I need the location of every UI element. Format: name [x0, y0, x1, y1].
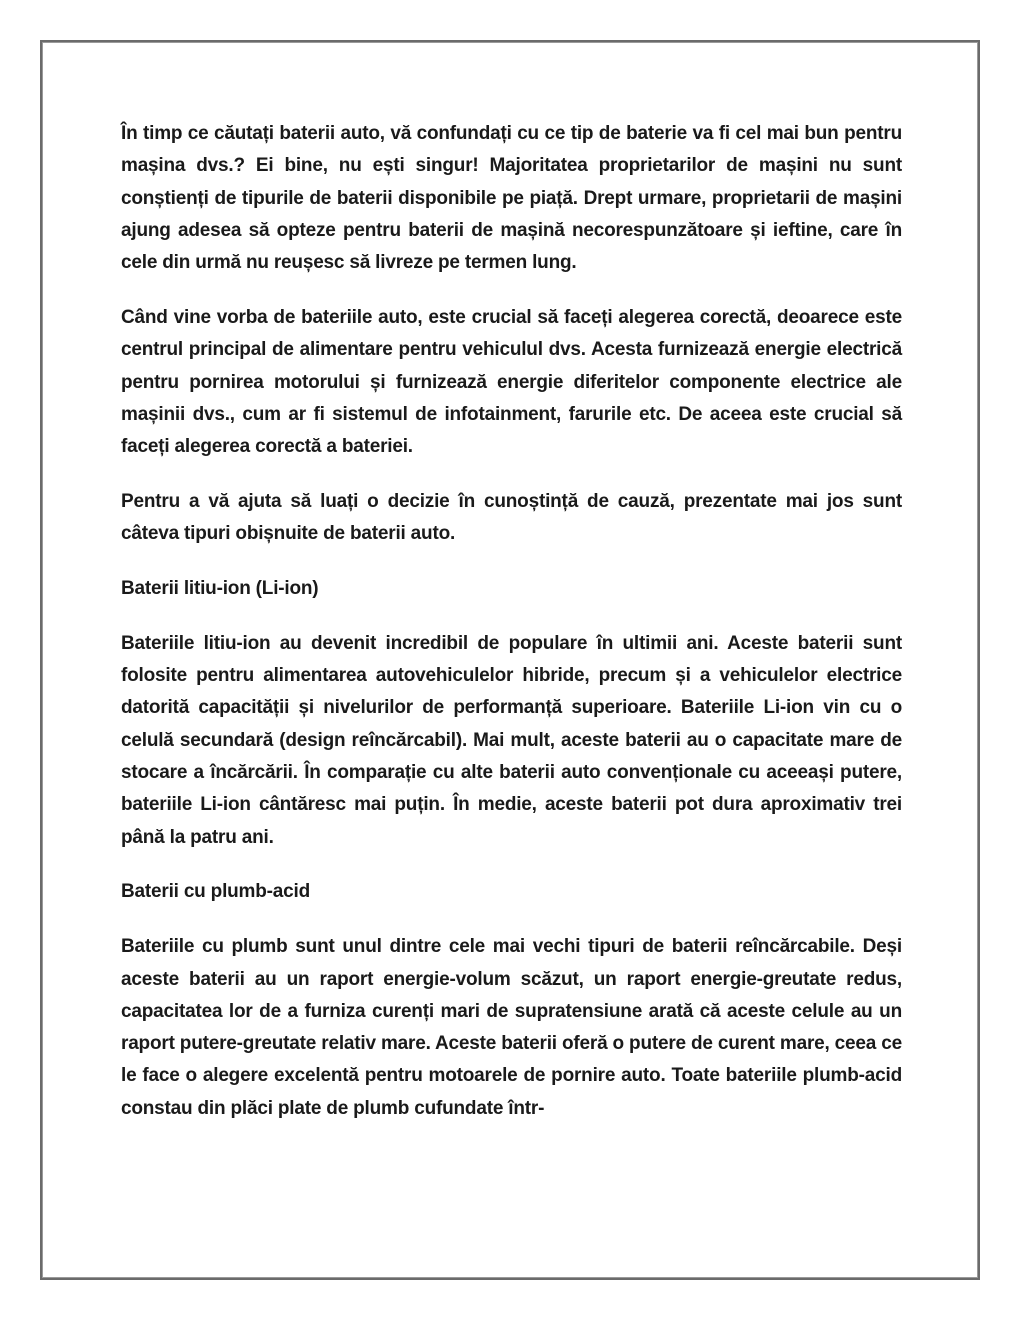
document-body	[121, 118, 902, 1148]
paragraph-lead-acid: Bateriile cu plumb sunt unul dintre cele mai vechi tipuri de baterii reîncărcabile. Deși aceste baterii au un raport energie-volum scăzut, un raport energie-greutate redus, capacitatea lor de a furniza curenți mari de supratensiune arată că aceste celule au un raport putere-greutate relativ mare. Aceste baterii oferă o putere de curent mare, ceea ce le face o alegere excelentă pentru motoarele de pornire auto. Toate bateriile plumb-acid constau din plăci plate de plumb cufundate într-	[121, 936, 902, 1119]
paragraph-intro: În timp ce căutați baterii auto, vă confundați cu ce tip de baterie va fi cel mai bun pentru mașina dvs.? Ei bine, nu ești singur! Majoritatea proprietarilor de mașini nu sunt conștienți de tipurile de baterii disponibile pe piață. Drept urmare, proprietarii de mașini ajung adesea să opteze pentru baterii de mașină necorespunzătoare și ieftine, care în cele din urmă nu reușesc să livreze pe termen lung.	[121, 123, 902, 274]
paragraph-battery-importance: Când vine vorba de bateriile auto, este crucial să faceți alegerea corectă, deoarece este centrul principal de alimentare pentru vehiculul dvs. Acesta furnizează energie electrică pentru pornirea motorului și furnizează energie diferitelor componente electrice ale mașinii dvs., cum ar fi sistemul de infotainment, farurile etc. De aceea este crucial să faceți alegerea corectă a bateriei.	[121, 306, 902, 458]
heading-lead-acid: Baterii cu plumb-acid	[121, 881, 311, 903]
paragraph-types-intro: Pentru a vă ajuta să luați o decizie în cunoștință de cauză, prezentate mai jos sunt câteva tipuri obișnuite de baterii auto.	[121, 490, 902, 545]
paragraph-li-ion: Bateriile litiu-ion au devenit incredibil de populare în ultimii ani. Aceste baterii sunt folosite pentru alimentarea autovehiculelor hibride, precum și a vehiculelor electrice datorită capacității și nivelurilor de performanță superioare. Bateriile Li-ion vin cu o celulă secundară (design reîncărcabil). Mai mult, aceste baterii au o capacitate mare de stocare a încărcării. În comparație cu alte baterii auto convenționale cu aceeași putere, bateriile Li-ion cântăresc mai puțin. În medie, aceste baterii pot dura aproximativ trei până la patru ani.	[121, 632, 902, 848]
heading-li-ion: Baterii litiu-ion (Li-ion)	[121, 578, 319, 600]
